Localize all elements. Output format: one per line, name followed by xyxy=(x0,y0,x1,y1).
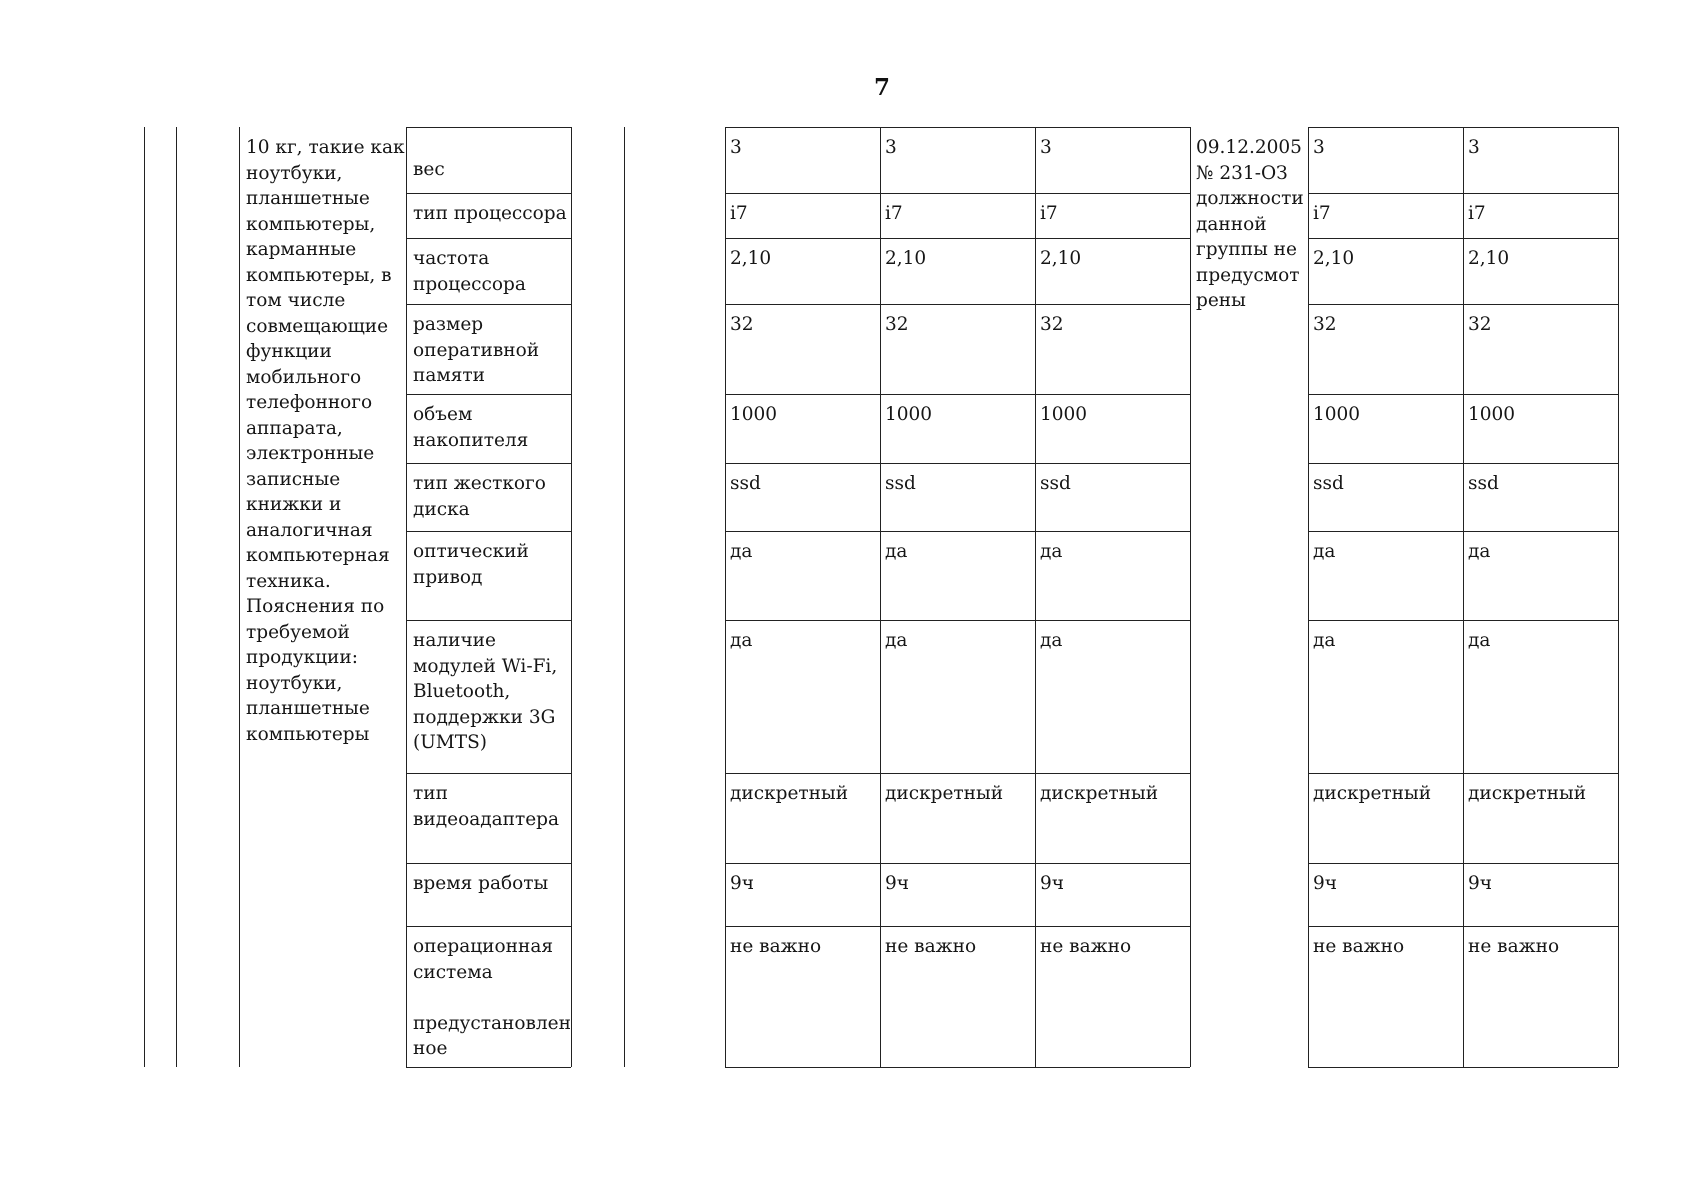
value-cell: i7 xyxy=(730,203,748,224)
column-border xyxy=(239,127,240,1067)
row-border xyxy=(406,394,571,395)
value-cell: не важно xyxy=(1313,936,1405,957)
value-cell: 2,10 xyxy=(1313,248,1355,269)
row-border xyxy=(1308,238,1618,239)
value-cell: дискретный xyxy=(730,783,849,804)
value-cell: 2,10 xyxy=(730,248,772,269)
row-border xyxy=(1308,531,1618,532)
value-cell: дискретный xyxy=(1040,783,1159,804)
row-border xyxy=(406,531,571,532)
value-cell: да xyxy=(1313,630,1336,651)
value-cell: не важно xyxy=(1468,936,1560,957)
row-border xyxy=(725,463,1190,464)
value-cell: 9ч xyxy=(730,873,755,894)
value-cell: 1000 xyxy=(1468,404,1516,425)
row-border xyxy=(725,773,1190,774)
characteristic-cell: оптический привод xyxy=(413,541,529,588)
value-cell: не важно xyxy=(730,936,822,957)
row-border xyxy=(1308,394,1618,395)
row-border xyxy=(1308,773,1618,774)
value-cell: 3 xyxy=(730,137,742,158)
row-border xyxy=(725,304,1190,305)
value-cell: 1000 xyxy=(730,404,778,425)
value-cell: да xyxy=(1468,630,1491,651)
value-cell: да xyxy=(885,630,908,651)
value-cell: 9ч xyxy=(1468,873,1493,894)
row-border xyxy=(725,394,1190,395)
value-cell: 1000 xyxy=(1313,404,1361,425)
value-cell: не важно xyxy=(1040,936,1132,957)
value-cell: 2,10 xyxy=(885,248,927,269)
row-border xyxy=(406,620,571,621)
value-cell: дискретный xyxy=(1468,783,1587,804)
row-border xyxy=(725,863,1190,864)
value-cell: 3 xyxy=(1313,137,1325,158)
value-cell: 3 xyxy=(885,137,897,158)
value-cell: ssd xyxy=(885,473,916,494)
column-border xyxy=(1618,127,1619,1067)
characteristic-cell: наличие модулей Wi-Fi, Bluetooth, поддержки 3G (UMTS) xyxy=(413,630,558,753)
value-cell: 32 xyxy=(1313,314,1337,335)
row-border xyxy=(1308,304,1618,305)
value-cell: 3 xyxy=(1468,137,1480,158)
column-border xyxy=(624,127,625,1067)
row-border xyxy=(1308,1067,1618,1068)
value-cell: дискретный xyxy=(1313,783,1432,804)
value-cell: ssd xyxy=(1313,473,1344,494)
characteristic-cell: время работы xyxy=(413,873,549,894)
value-cell: дискретный xyxy=(885,783,1004,804)
value-cell: да xyxy=(730,630,753,651)
characteristic-cell: размер оперативной памяти xyxy=(413,314,540,386)
characteristic-cell: частота процессора xyxy=(413,248,526,295)
value-cell: да xyxy=(1313,541,1336,562)
column-border xyxy=(571,127,572,1067)
characteristic-cell: тип жесткого диска xyxy=(413,473,546,520)
column-border xyxy=(144,127,145,1067)
value-cell: 32 xyxy=(1040,314,1064,335)
value-cell: да xyxy=(1040,541,1063,562)
row-border xyxy=(406,1067,571,1068)
value-cell: 3 xyxy=(1040,137,1052,158)
value-cell: ssd xyxy=(1040,473,1071,494)
value-cell: 32 xyxy=(730,314,754,335)
row-border xyxy=(406,926,571,927)
value-cell: не важно xyxy=(885,936,977,957)
value-cell: да xyxy=(885,541,908,562)
value-cell: 2,10 xyxy=(1040,248,1082,269)
value-cell: ssd xyxy=(730,473,761,494)
value-cell: 1000 xyxy=(885,404,933,425)
row-border xyxy=(1308,193,1618,194)
row-border xyxy=(406,773,571,774)
value-cell: да xyxy=(1040,630,1063,651)
legal-note-cell: 09.12.2005 № 231-ОЗ должности данной группы не предусмот рены xyxy=(1196,137,1304,311)
row-border xyxy=(725,127,1190,128)
column-border xyxy=(176,127,177,1067)
column-border xyxy=(1190,127,1191,1067)
value-cell: 9ч xyxy=(1313,873,1338,894)
row-border xyxy=(725,620,1190,621)
characteristic-cell: тип видеоадаптера xyxy=(413,783,560,830)
row-border xyxy=(406,238,571,239)
row-border xyxy=(1308,863,1618,864)
row-border xyxy=(406,127,571,128)
value-cell: да xyxy=(730,541,753,562)
value-cell: 9ч xyxy=(1040,873,1065,894)
row-border xyxy=(1308,620,1618,621)
row-border xyxy=(406,304,571,305)
row-border xyxy=(406,463,571,464)
row-border xyxy=(725,193,1190,194)
row-border xyxy=(406,863,571,864)
value-cell: 32 xyxy=(885,314,909,335)
value-cell: 2,10 xyxy=(1468,248,1510,269)
value-cell: i7 xyxy=(885,203,903,224)
row-border xyxy=(725,531,1190,532)
value-cell: 9ч xyxy=(885,873,910,894)
row-border xyxy=(1308,463,1618,464)
value-cell: 32 xyxy=(1468,314,1492,335)
value-cell: i7 xyxy=(1313,203,1331,224)
characteristic-cell: вес xyxy=(413,159,445,180)
item-description-cell: 10 кг, такие как ноутбуки, планшетные компьютеры, карманные компьютеры, в том числе совмещающие функции мобильного телефонного аппарата, электронные записные книжки и аналогичная компьютерная техника. Пояснения по требуемой продукции: ноутбуки, планшетные компьютеры xyxy=(246,137,405,745)
characteristic-cell: операционная система предустановлен ное xyxy=(413,936,571,1059)
row-border xyxy=(725,238,1190,239)
row-border xyxy=(1308,926,1618,927)
value-cell: ssd xyxy=(1468,473,1499,494)
characteristic-cell: тип процессора xyxy=(413,203,567,224)
row-border xyxy=(725,1067,1190,1068)
row-border xyxy=(1308,127,1618,128)
value-cell: i7 xyxy=(1040,203,1058,224)
value-cell: 1000 xyxy=(1040,404,1088,425)
value-cell: да xyxy=(1468,541,1491,562)
characteristic-cell: объем накопителя xyxy=(413,404,529,451)
page-number: 7 xyxy=(873,74,890,101)
value-cell: i7 xyxy=(1468,203,1486,224)
row-border xyxy=(725,926,1190,927)
row-border xyxy=(406,193,571,194)
